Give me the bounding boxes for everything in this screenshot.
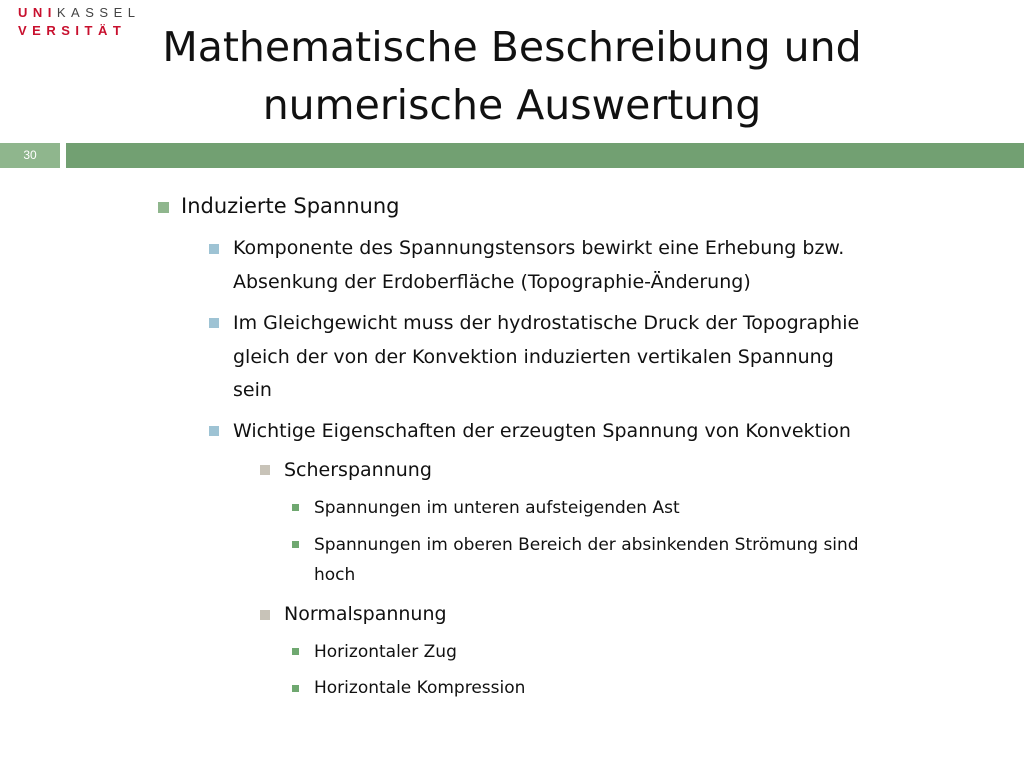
bullet-square-icon — [209, 426, 219, 436]
normal-item-a: Horizontaler Zug — [314, 642, 457, 662]
slide-number: 30 — [0, 143, 60, 168]
shear-item-b-line2: hoch — [314, 565, 356, 585]
point1-line1: Komponente des Spannungstensors bewirkt eine Erhebung bzw. — [233, 237, 845, 259]
bullet-square-icon — [158, 202, 169, 213]
point2-line2: gleich der von der Konvektion induzierten vertikalen Spannung — [233, 346, 834, 368]
slide-title-line1: Mathematische Beschreibung und — [162, 23, 862, 71]
bullet-square-icon — [292, 504, 299, 511]
shear-item-b-line1: Spannungen im oberen Bereich der absinkenden Strömung sind — [314, 535, 859, 555]
shear-item-a: Spannungen im unteren aufsteigenden Ast — [314, 498, 680, 518]
point1-line2: Absenkung der Erdoberfläche (Topographie-Änderung) — [233, 271, 751, 293]
logo-text-kassel: KASSEL — [56, 5, 141, 20]
bullet-square-icon — [292, 541, 299, 548]
logo-text-versitaet: VERSITÄT — [18, 23, 127, 38]
bullet-square-icon — [209, 244, 219, 254]
subheading-scherspannung: Scherspannung — [284, 459, 432, 481]
slide-title-line2: numerische Auswertung — [262, 81, 762, 129]
bullet-square-icon — [292, 648, 299, 655]
bullet-square-icon — [260, 610, 270, 620]
point3: Wichtige Eigenschaften der erzeugten Spannung von Konvektion — [233, 420, 851, 442]
subheading-normalspannung: Normalspannung — [284, 603, 447, 625]
point2-line1: Im Gleichgewicht muss der hydrostatische Druck der Topographie — [233, 312, 860, 334]
bullet-square-icon — [292, 685, 299, 692]
logo-text-uni: UNI — [18, 5, 57, 20]
point2-line3: sein — [233, 379, 272, 401]
normal-item-b: Horizontale Kompression — [314, 678, 526, 698]
bullet-square-icon — [260, 465, 270, 475]
heading-induzierte-spannung: Induzierte Spannung — [181, 194, 400, 218]
bullet-square-icon — [209, 318, 219, 328]
